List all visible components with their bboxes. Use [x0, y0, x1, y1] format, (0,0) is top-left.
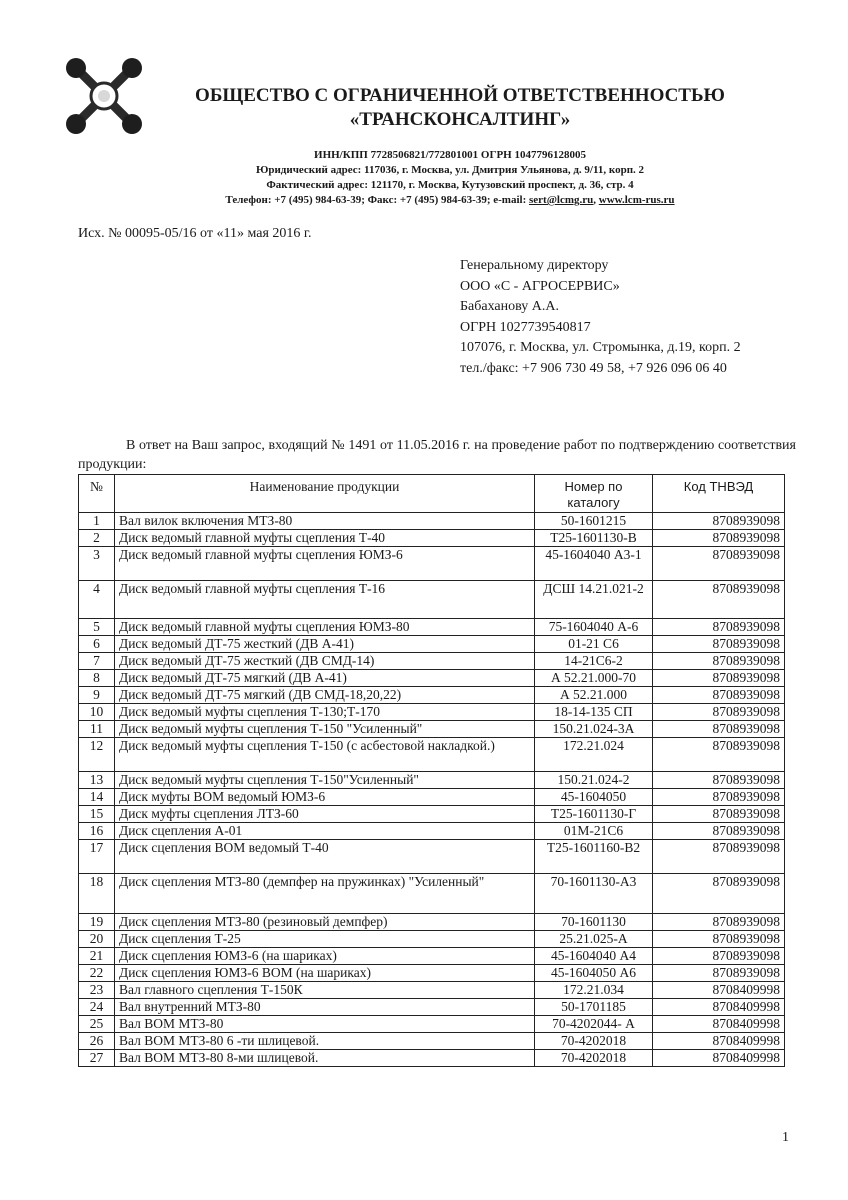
phone-fax: Телефон: +7 (495) 984-63-39; Факс: +7 (495) 984-63-39; e-mail:	[225, 194, 529, 206]
tnved-code: 8708409998	[653, 1033, 785, 1050]
catalog-number: ДСШ 14.21.021-2	[535, 581, 653, 619]
products-table	[78, 474, 785, 1067]
row-number: 16	[79, 823, 115, 840]
catalog-number: 150.21.024-3А	[535, 721, 653, 738]
catalog-number: 01М-21С6	[535, 823, 653, 840]
row-number: 20	[79, 931, 115, 948]
tnved-code: 8708939098	[653, 840, 785, 874]
addressee-ogrn: ОГРН 1027739540817	[460, 319, 591, 335]
row-number: 3	[79, 547, 115, 581]
table-row	[79, 581, 785, 619]
header-catalog: Номер по каталогу	[535, 475, 653, 513]
tnved-code: 8708409998	[653, 1016, 785, 1033]
addressee-address: 107076, г. Москва, ул. Стромынка, д.19, корп. 2	[460, 340, 741, 355]
row-number: 4	[79, 581, 115, 619]
product-name: Диск муфты сцепления ЛТЗ-60	[115, 806, 535, 823]
tnved-code: 8708939098	[653, 931, 785, 948]
contacts-line	[150, 193, 750, 208]
product-name: Диск сцепления ЮМЗ-6 ВОМ (на шариках)	[115, 965, 535, 982]
tnved-code: 8708409998	[653, 999, 785, 1016]
catalog-number: 150.21.024-2	[535, 772, 653, 789]
product-name: Диск сцепления МТЗ-80 (демпфер на пружинках) "Усиленный"	[115, 874, 535, 914]
tnved-code: 8708939098	[653, 721, 785, 738]
addressee-phone: тел./факс: +7 906 730 49 58, +7 926 096 06 40	[460, 360, 727, 376]
tnved-code: 8708939098	[653, 874, 785, 914]
catalog-number: 18-14-135 СП	[535, 704, 653, 721]
table-row	[79, 772, 785, 789]
addressee-name: Бабаханову А.А.	[460, 299, 559, 314]
row-number: 6	[79, 636, 115, 653]
product-name: Диск ведомый муфты сцепления Т-150"Усиленный"	[115, 772, 535, 789]
row-number: 14	[79, 789, 115, 806]
product-name: Диск сцепления МТЗ-80 (резиновый демпфер)	[115, 914, 535, 931]
product-name: Диск ведомый главной муфты сцепления ЮМЗ-6	[115, 547, 535, 581]
table-row	[79, 687, 785, 704]
email-link[interactable]: sert@lcmg.ru	[528, 194, 594, 206]
row-number: 1	[79, 513, 115, 530]
product-name: Диск сцепления ЮМЗ-6 (на шариках)	[115, 948, 535, 965]
tnved-code: 8708409998	[653, 1050, 785, 1067]
product-name: Диск ведомый муфты сцепления Т-150 (с асбестовой накладкой.)	[115, 738, 535, 772]
table-row	[79, 738, 785, 772]
actual-address: Фактический адрес: 121170, г. Москва, Кутузовский проспект, д. 36, стр. 4	[266, 179, 634, 191]
catalog-number: 50-1701185	[535, 999, 653, 1016]
tnved-code: 8708939098	[653, 670, 785, 687]
inn-kpp-ogrn: ИНН/КПП 7728506821/772801001 ОГРН 1047796128005	[314, 149, 586, 161]
tnved-code: 8708939098	[653, 948, 785, 965]
tnved-code: 8708939098	[653, 772, 785, 789]
row-number: 24	[79, 999, 115, 1016]
table-row	[79, 948, 785, 965]
catalog-number: 45-1604040 А3-1	[535, 547, 653, 581]
catalog-number: А 52.21.000	[535, 687, 653, 704]
catalog-number: 172.21.024	[535, 738, 653, 772]
row-number: 23	[79, 982, 115, 999]
table-row	[79, 914, 785, 931]
tnved-code: 8708939098	[653, 965, 785, 982]
catalog-number: 70-4202044- А	[535, 1016, 653, 1033]
table-row	[79, 789, 785, 806]
catalog-number: 45-1604050	[535, 789, 653, 806]
table-row	[79, 931, 785, 948]
product-name: Диск ведомый ДТ-75 жесткий (ДВ А-41)	[115, 636, 535, 653]
product-name: Диск ведомый главной муфты сцепления Т-16	[115, 581, 535, 619]
table-header-row	[79, 475, 785, 513]
row-number: 13	[79, 772, 115, 789]
product-name: Диск ведомый ДТ-75 мягкий (ДВ СМД-18,20,22)	[115, 687, 535, 704]
table-row	[79, 619, 785, 636]
row-number: 27	[79, 1050, 115, 1067]
product-name: Вал ВОМ МТЗ-80	[115, 1016, 535, 1033]
product-name: Диск сцепления ВОМ ведомый Т-40	[115, 840, 535, 874]
tnved-code: 8708939098	[653, 619, 785, 636]
product-name: Вал ВОМ МТЗ-80 8-ми шлицевой.	[115, 1050, 535, 1067]
catalog-number: Т25-1601130-Г	[535, 806, 653, 823]
row-number: 21	[79, 948, 115, 965]
table-row	[79, 670, 785, 687]
table-row	[79, 530, 785, 547]
row-number: 19	[79, 914, 115, 931]
table-row	[79, 547, 785, 581]
product-name: Диск ведомый главной муфты сцепления Т-40	[115, 530, 535, 547]
company-title-line2: «ТРАНСКОНСАЛТИНГ»	[349, 109, 571, 130]
tnved-code: 8708939098	[653, 513, 785, 530]
catalog-number: 01-21 С6	[535, 636, 653, 653]
legal-address: Юридический адрес: 117036, г. Москва, ул. Дмитрия Ульянова, д. 9/11, корп. 2	[255, 164, 645, 176]
table-row	[79, 721, 785, 738]
company-title	[150, 84, 770, 132]
contacts-separator: ,	[593, 194, 599, 206]
tnved-code: 8708939098	[653, 687, 785, 704]
page-number: 1	[782, 1130, 789, 1145]
table-row	[79, 636, 785, 653]
product-name: Диск муфты ВОМ ведомый ЮМЗ-6	[115, 789, 535, 806]
table-row	[79, 704, 785, 721]
table-row	[79, 1033, 785, 1050]
table-row	[79, 1050, 785, 1067]
tnved-code: 8708939098	[653, 738, 785, 772]
table-row	[79, 1016, 785, 1033]
catalog-number: 25.21.025-А	[535, 931, 653, 948]
tnved-code: 8708939098	[653, 581, 785, 619]
table-row	[79, 823, 785, 840]
row-number: 12	[79, 738, 115, 772]
tnved-code: 8708939098	[653, 789, 785, 806]
catalog-number: 14-21С6-2	[535, 653, 653, 670]
catalog-number: 50-1601215	[535, 513, 653, 530]
tnved-code: 8708409998	[653, 982, 785, 999]
tnved-code: 8708939098	[653, 547, 785, 581]
product-name: Вал внутренний МТЗ-80	[115, 999, 535, 1016]
table-row	[79, 513, 785, 530]
table-row	[79, 653, 785, 670]
product-name: Диск ведомый главной муфты сцепления ЮМЗ-80	[115, 619, 535, 636]
company-requisites	[150, 148, 750, 208]
catalog-number: Т25-1601130-В	[535, 530, 653, 547]
tnved-code: 8708939098	[653, 653, 785, 670]
row-number: 10	[79, 704, 115, 721]
catalog-number: 75-1604040 А-6	[535, 619, 653, 636]
table-row	[79, 999, 785, 1016]
product-name: Диск ведомый ДТ-75 жесткий (ДВ СМД-14)	[115, 653, 535, 670]
product-name: Вал ВОМ МТЗ-80 6 -ти шлицевой.	[115, 1033, 535, 1050]
tnved-code: 8708939098	[653, 530, 785, 547]
product-name: Диск сцепления Т-25	[115, 931, 535, 948]
row-number: 18	[79, 874, 115, 914]
row-number: 17	[79, 840, 115, 874]
outgoing-number: Исх. № 00095-05/16 от «11» мая 2016 г.	[78, 226, 312, 241]
catalog-number: 70-4202018	[535, 1050, 653, 1067]
website-link[interactable]: www.lcm-rus.ru	[598, 194, 675, 206]
catalog-number: 70-1601130-А3	[535, 874, 653, 914]
row-number: 8	[79, 670, 115, 687]
tnved-code: 8708939098	[653, 636, 785, 653]
addressee-block	[460, 256, 741, 379]
table-row	[79, 874, 785, 914]
table-row	[79, 982, 785, 999]
catalog-number: А 52.21.000-70	[535, 670, 653, 687]
row-number: 9	[79, 687, 115, 704]
product-name: Вал вилок включения МТЗ-80	[115, 513, 535, 530]
row-number: 5	[79, 619, 115, 636]
product-name: Вал главного сцепления Т-150К	[115, 982, 535, 999]
catalog-number: 45-1604040 А4	[535, 948, 653, 965]
catalog-number: 70-4202018	[535, 1033, 653, 1050]
company-logo	[64, 56, 144, 136]
intro-paragraph: В ответ на Ваш запрос, входящий № 1491 от 11.05.2016 г. на проведение работ по подтверждению соответствия продукции:	[78, 438, 796, 472]
row-number: 11	[79, 721, 115, 738]
product-name: Диск ведомый муфты сцепления Т-150 "Усиленный"	[115, 721, 535, 738]
header-code: Код ТНВЭД	[653, 475, 785, 513]
tnved-code: 8708939098	[653, 806, 785, 823]
header-num: №	[79, 475, 115, 513]
tnved-code: 8708939098	[653, 704, 785, 721]
row-number: 25	[79, 1016, 115, 1033]
row-number: 2	[79, 530, 115, 547]
row-number: 22	[79, 965, 115, 982]
table-row	[79, 806, 785, 823]
product-name: Диск сцепления А-01	[115, 823, 535, 840]
tnved-code: 8708939098	[653, 914, 785, 931]
header-name: Наименование продукции	[115, 475, 535, 513]
addressee-position: Генеральному директору	[460, 258, 609, 273]
row-number: 26	[79, 1033, 115, 1050]
company-title-line1: ОБЩЕСТВО С ОГРАНИЧЕННОЙ ОТВЕТСТВЕННОСТЬЮ	[195, 85, 725, 106]
row-number: 7	[79, 653, 115, 670]
catalog-number: 172.21.034	[535, 982, 653, 999]
product-name: Диск ведомый муфты сцепления Т-130;Т-170	[115, 704, 535, 721]
tnved-code: 8708939098	[653, 823, 785, 840]
row-number: 15	[79, 806, 115, 823]
table-row	[79, 840, 785, 874]
catalog-number: 45-1604050 А6	[535, 965, 653, 982]
catalog-number: Т25-1601160-В2	[535, 840, 653, 874]
product-name: Диск ведомый ДТ-75 мягкий (ДВ А-41)	[115, 670, 535, 687]
table-row	[79, 965, 785, 982]
catalog-number: 70-1601130	[535, 914, 653, 931]
table-body	[79, 513, 785, 1067]
addressee-company: ООО «С - АГРОСЕРВИС»	[460, 278, 620, 294]
